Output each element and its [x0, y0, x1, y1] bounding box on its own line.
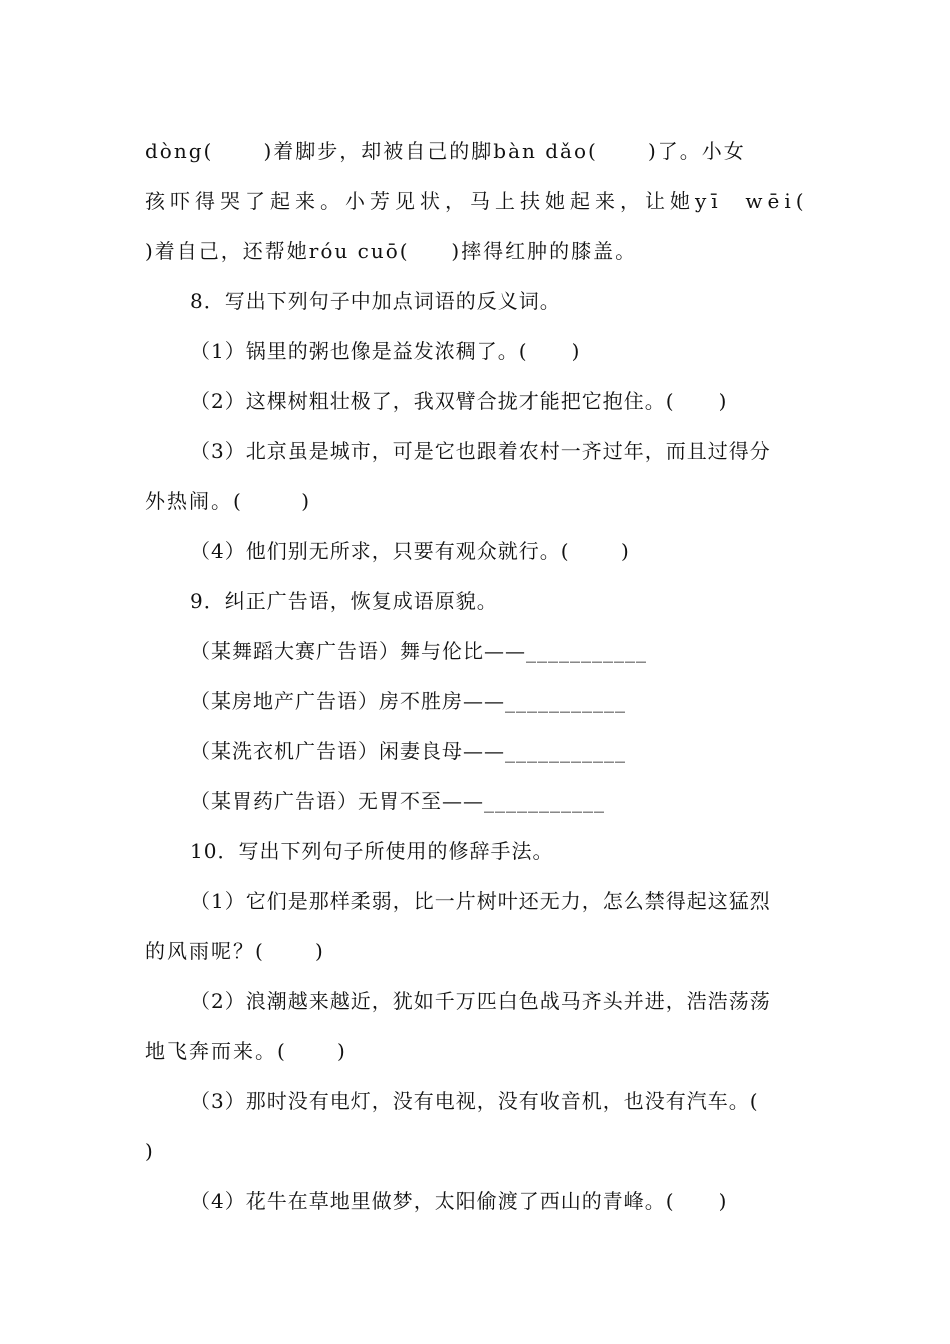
question-item: （4）花牛在草地里做梦，太阳偷渡了西山的青峰。( ) [190, 1189, 728, 1213]
text-line: ) [145, 1139, 155, 1163]
text-line: 的风雨呢？( ) [145, 939, 325, 963]
question-item: （某洗衣机广告语）闲妻良母——___________ [190, 739, 626, 763]
question-heading: 8．写出下列句子中加点词语的反义词。 [190, 289, 561, 313]
question-item: （某房地产广告语）房不胜房——___________ [190, 689, 626, 713]
text-line: dòng( )着脚步，却被自己的脚bàn dǎo( )了。小女 [145, 139, 746, 163]
text-line: 孩吓得哭了起来。小芳见状，马上扶她起来，让她yī wēi( [145, 189, 809, 213]
question-item: （3）北京虽是城市，可是它也跟着农村一齐过年，而且过得分 [190, 439, 771, 463]
question-item: （3）那时没有电灯，没有电视，没有收音机，也没有汽车。( [190, 1089, 759, 1113]
text-line: )着自己，还帮她róu cuō( )摔得红肿的膝盖。 [145, 239, 638, 263]
question-item: （某舞蹈大赛广告语）舞与伦比——___________ [190, 639, 647, 663]
question-item: （4）他们别无所求，只要有观众就行。( ) [190, 539, 630, 563]
question-heading: 10．写出下列句子所使用的修辞手法。 [190, 839, 554, 863]
text-line: 地飞奔而来。( ) [145, 1039, 347, 1063]
question-item: （某胃药广告语）无胃不至——___________ [190, 789, 605, 813]
question-item: （1）它们是那样柔弱，比一片树叶还无力，怎么禁得起这猛烈 [190, 889, 771, 913]
question-item: （1）锅里的粥也像是益发浓稠了。( ) [190, 339, 581, 363]
text-line: 外热闹。( ) [145, 489, 312, 513]
question-item: （2）这棵树粗壮极了，我双臂合拢才能把它抱住。( ) [190, 389, 728, 413]
question-heading: 9．纠正广告语，恢复成语原貌。 [190, 589, 498, 613]
question-item: （2）浪潮越来越近，犹如千万匹白色战马齐头并进，浩浩荡荡 [190, 989, 771, 1013]
